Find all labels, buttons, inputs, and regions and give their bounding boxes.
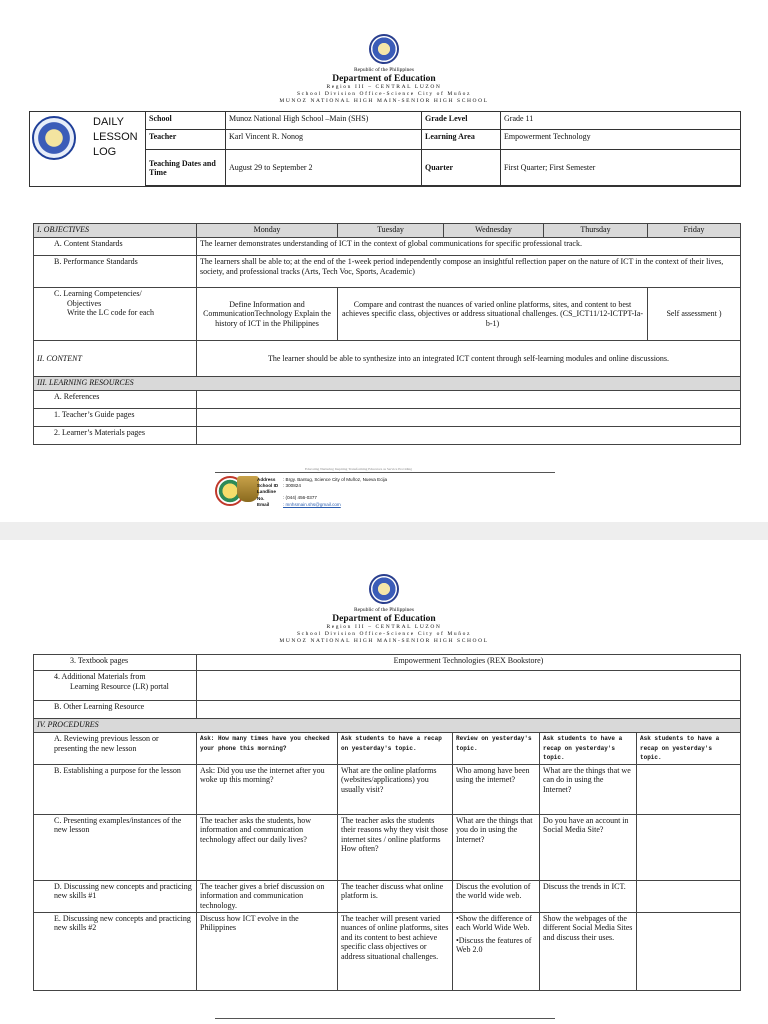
footer-contact (257, 477, 387, 508)
additional-materials-label-1: 4. Additional Materials from (54, 672, 146, 681)
competency-monday: Define Information and CommunicationTechnology Explain the history of ICT in the Philippines (197, 288, 338, 341)
performance-standards-label: B. Performance Standards (34, 256, 197, 288)
school-id-value: : 300824 (283, 483, 301, 489)
page-separator (0, 522, 768, 540)
other-resource-value (197, 701, 741, 719)
additional-materials-label-2: Learning Resource (LR) portal (70, 681, 169, 691)
procedure-c-friday (637, 814, 741, 880)
procedure-a-thursday: Ask students to have a recap on yesterday's topic. (540, 733, 637, 765)
references-value (197, 391, 741, 409)
quarter-label: Quarter (422, 150, 501, 186)
procedure-b-monday: Ask: Did you use the internet after you woke up this morning? (197, 764, 338, 814)
school-value: Munoz National High School –Main (SHS) (226, 112, 422, 130)
procedure-c-monday: The teacher asks the students, how information and communication technology affect our daily lives? (197, 814, 338, 880)
procedure-d-wednesday: Discus the evolution of the world wide web. (453, 880, 540, 912)
textbook-label: 3. Textbook pages (34, 655, 197, 671)
procedure-c-tuesday: The teacher asks the students their reasons why they visit those internet sites / online platforms How often? (338, 814, 453, 880)
email-link[interactable]: : mnhsmain.shs@gmail.com (283, 501, 341, 507)
page-1 (0, 0, 768, 507)
division-text: School Division Office-Science City of Muñoz (296, 91, 472, 97)
grade-label: Grade Level (422, 112, 501, 130)
procedure-c-thursday: Do you have an account in Social Media Site? (540, 814, 637, 880)
competency-friday: Self assessment ) (648, 288, 741, 341)
dates-value: August 29 to September 2 (226, 150, 422, 186)
dll-title (93, 115, 148, 160)
additional-materials-label (34, 671, 197, 701)
footer-rule (215, 1018, 555, 1019)
region-text: Region III – CENTRAL LUZON (326, 624, 442, 630)
address-value: : Brgy. Bantug, Science City of Muñoz, Nueva Ecija (283, 477, 388, 482)
procedure-b-thursday: What are the things that we can do in using the Internet? (540, 764, 637, 814)
procedure-e-wednesday-1: •Show the difference of each World Wide Web. (456, 913, 532, 932)
procedure-e-monday: Discuss how ICT evolve in the Philippines (197, 912, 338, 990)
day-monday: Monday (197, 224, 338, 238)
page-footer (215, 467, 555, 507)
landline-value: : (044) 456-0377 (283, 495, 317, 501)
landline-label: Landline No. (257, 489, 276, 501)
email-label: Email (257, 501, 270, 507)
department-text: Department of Education (332, 74, 436, 84)
dll-title-line3: LOG (93, 146, 117, 158)
procedure-a-monday: Ask: How many times have you checked your phone this morning? (197, 733, 338, 765)
school-name-text: MUNOZ NATIONAL HIGH MAIN-SENIOR HIGH SCHOOL (279, 638, 489, 644)
procedure-a-wednesday: Review on yesterday's topic. (453, 733, 540, 765)
school-logo-icon (32, 116, 76, 160)
procedure-e-tuesday: The teacher will present varied nuances of online platforms, sites and its content to best achieve specific class objectives or address situational challenges. (338, 912, 453, 990)
competency-tue-thu: Compare and contrast the nuances of varied online platforms, sites, and content to best achieves specific class, objectives or address situational challenges. (CS_ICT11/12-ICTPT-Ia-b-1) (338, 288, 648, 341)
day-friday: Friday (648, 224, 741, 238)
dates-label: Teaching Dates and Time (146, 150, 226, 186)
procedure-d-friday (637, 880, 741, 912)
content-standards-value: The learner demonstrates understanding of ICT in the context of global communications for specific professional track. (197, 238, 741, 256)
area-value: Empowerment Technology (501, 130, 741, 150)
day-thursday: Thursday (544, 224, 648, 238)
day-tuesday: Tuesday (338, 224, 444, 238)
procedure-a-tuesday: Ask students to have a recap on yesterday's topic. (338, 733, 453, 765)
page-2 (0, 548, 768, 1024)
day-wednesday: Wednesday (444, 224, 544, 238)
procedure-b-friday (637, 764, 741, 814)
procedure-a-friday: Ask students to have a recap on yesterday's topic. (637, 733, 741, 765)
dll-title-line2: LESSON (93, 131, 138, 143)
procedure-c-label: C. Presenting examples/instances of the new lesson (34, 814, 197, 880)
procedure-c-wednesday: What are the things that you do in using the Internet? (453, 814, 540, 880)
procedure-e-friday (637, 912, 741, 990)
textbook-value: Empowerment Technologies (REX Bookstore) (197, 655, 741, 671)
procedure-d-tuesday: The teacher discuss what online platform is. (338, 880, 453, 912)
letterhead-2 (0, 574, 768, 645)
republic-text: Republic of the Philippines (353, 607, 415, 613)
division-crest-icon (237, 476, 259, 502)
dll-title-line1: DAILY (93, 116, 124, 128)
teachers-guide-value (197, 409, 741, 427)
school-name-text: MUNOZ NATIONAL HIGH MAIN-SENIOR HIGH SCHOOL (279, 98, 489, 104)
teacher-value: Karl Vincent R. Nonog (226, 130, 422, 150)
procedure-e-thursday: Show the webpages of the different Social Media Sites and discuss their uses. (540, 912, 637, 990)
procedure-b-wednesday: Who among have been using the internet? (453, 764, 540, 814)
procedure-d-thursday: Discuss the trends in ICT. (540, 880, 637, 912)
procedure-b-tuesday: What are the online platforms (websites/applications) you usually visit? (338, 764, 453, 814)
procedure-d-monday: The teacher gives a brief discussion on information and communication technology. (197, 880, 338, 912)
dll-header (29, 111, 741, 187)
content-standards-label: A. Content Standards (34, 238, 197, 256)
competencies-label (34, 288, 197, 341)
procedure-e-wednesday (453, 912, 540, 990)
competencies-label-3: Write the LC code for each (67, 308, 154, 317)
procedure-e-label: E. Discussing new concepts and practicing new skills #2 (34, 912, 197, 990)
grade-value: Grade 11 (501, 112, 741, 130)
teachers-guide-label: 1. Teacher’s Guide pages (34, 409, 197, 427)
area-label: Learning Area (422, 130, 501, 150)
objectives-table (33, 223, 741, 445)
quarter-value: First Quarter; First Semester (501, 150, 741, 186)
content-value: The learner should be able to synthesize into an integrated ICT content through self-learning modules and online discussions. (197, 341, 741, 377)
footer-rule (215, 472, 555, 473)
competencies-label-2: Objectives (67, 298, 102, 308)
procedures-heading: IV. PROCEDURES (34, 719, 741, 733)
references-label: A. References (34, 391, 197, 409)
footer-motto: Educating Nurturing Inspiring Transforming Educators as Service Providing (305, 467, 413, 471)
procedure-d-label: D. Discussing new concepts and practicing new skills #1 (34, 880, 197, 912)
division-text: School Division Office-Science City of Muñoz (296, 631, 472, 637)
procedure-e-wednesday-2: •Discuss the features of Web 2.0 (456, 935, 532, 954)
region-text: Region III – CENTRAL LUZON (326, 84, 442, 90)
procedure-b-label: B. Establishing a purpose for the lesson (34, 764, 197, 814)
content-heading: II. CONTENT (34, 341, 197, 377)
resources-heading: III. LEARNING RESOURCES (34, 377, 741, 391)
school-id-label: School ID (257, 483, 279, 489)
procedure-a-label: A. Reviewing previous lesson or presenting the new lesson (34, 733, 197, 765)
deped-seal-icon (369, 574, 399, 604)
objectives-heading: I. OBJECTIVES (34, 224, 197, 238)
letterhead (0, 34, 768, 105)
procedures-table (33, 654, 741, 991)
page-footer-2 (215, 1018, 555, 1024)
school-label: School (146, 112, 226, 130)
address-label: Address (257, 477, 276, 482)
dll-info-table (145, 111, 741, 186)
learners-materials-value (197, 427, 741, 445)
performance-standards-value: The learners shall be able to; at the end of the 1-week period independently compose an insightful reflection paper on the nature of ICT in the context of their lives, society, and professional tracks (Arts, Tech Voc, Sports, Academic) (197, 256, 741, 288)
republic-text: Republic of the Philippines (353, 67, 415, 73)
teacher-label: Teacher (146, 130, 226, 150)
competencies-label-1: C. Learning Competencies/ (54, 289, 142, 298)
other-resource-label: B. Other Learning Resource (34, 701, 197, 719)
deped-seal-icon (369, 34, 399, 64)
additional-materials-value (197, 671, 741, 701)
learners-materials-label: 2. Learner’s Materials pages (34, 427, 197, 445)
department-text: Department of Education (332, 614, 436, 624)
